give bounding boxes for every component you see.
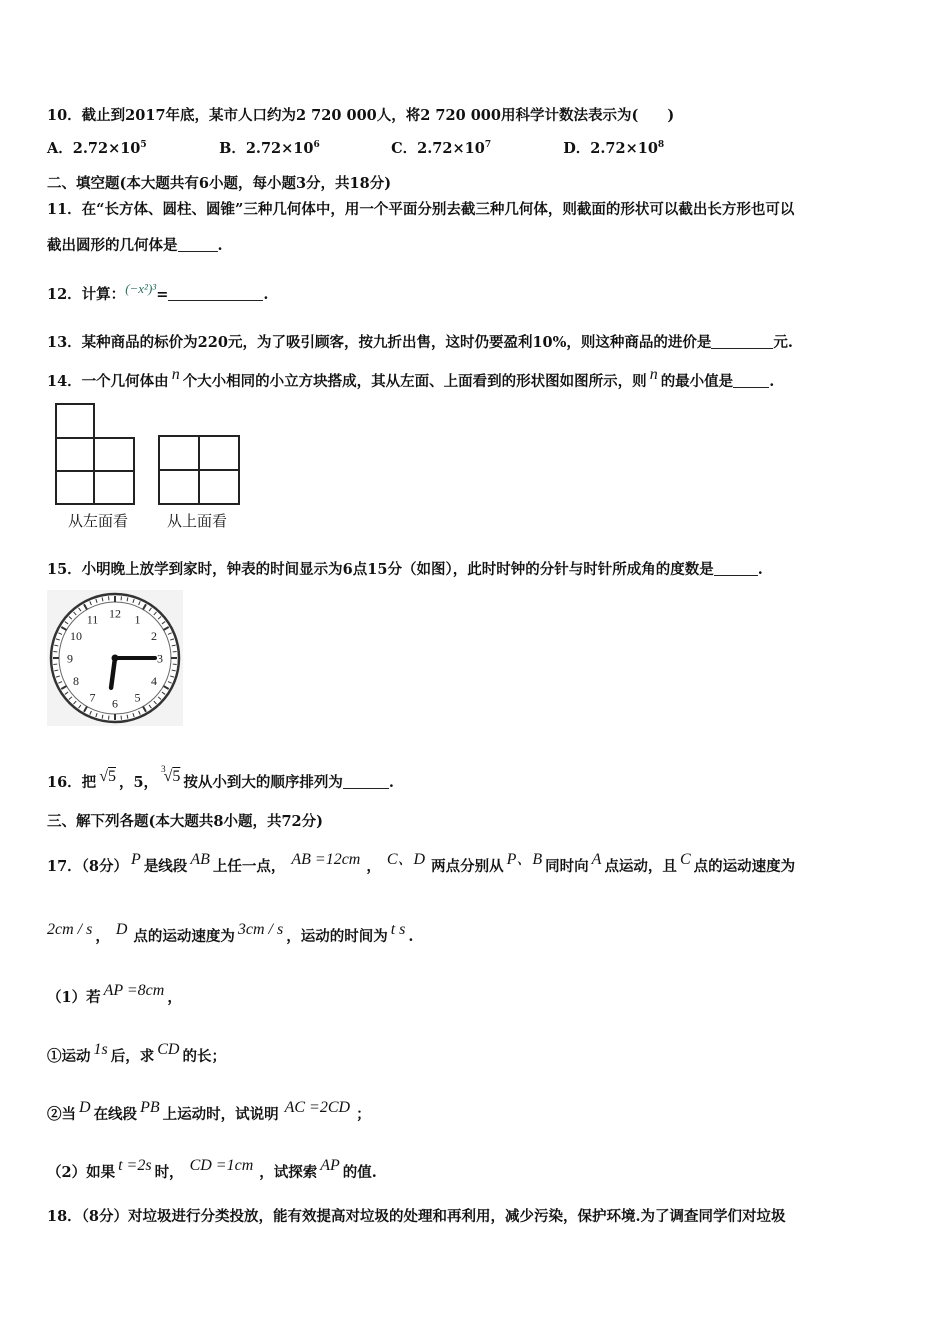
clock-number: 3 bbox=[157, 651, 163, 666]
q17-part2: （2）如果 t =2s 时， CD =1cm ，试探索 AP 的值. bbox=[47, 1157, 377, 1181]
section2-heading: 二、填空题(本大题共有6小题，每小题3分，共18分) bbox=[47, 175, 392, 192]
clock-number: 4 bbox=[150, 674, 157, 688]
q16: 16．把 √5 ，5，$^3$√5 按从小到大的顺序排列为 . bbox=[47, 764, 394, 791]
section3-heading: 三、解下列各题(本大题共8小题，共72分) bbox=[47, 813, 323, 830]
clock-number: 1 bbox=[134, 612, 141, 627]
q11-line2: 截出圆形的几何体是 . bbox=[47, 237, 223, 254]
top-view-figure bbox=[157, 434, 241, 506]
answer-blank[interactable] bbox=[711, 334, 773, 349]
clock-number: 2 bbox=[150, 629, 157, 643]
q17-line2: 2cm / s ， D 点的运动速度为 3cm / s ，运动的时间为 t s . bbox=[47, 921, 414, 945]
q10-stem: 10．截止到2017年底，某市人口约为2 720 000人，将2 720 000用科学计数法表示为( ) bbox=[47, 107, 675, 124]
clock-number: 11 bbox=[86, 612, 99, 627]
q18: 18．（8分）对垃圾进行分类投放，能有效提高对垃圾的处理和再利用，减少污染，保护环境.为了调查同学们对垃圾 bbox=[47, 1208, 786, 1225]
q14: 14．一个几何体由 n 个大小相同的小立方块搭成，其从左面、上面看到的形状图如图所示，则 n 的最小值是 . bbox=[47, 366, 775, 390]
q15: 15．小明晚上放学到家时，钟表的时间显示为6点15分（如图），此时时钟的分针与时针所成角的度数是 . bbox=[47, 561, 763, 578]
answer-blank[interactable] bbox=[178, 237, 218, 252]
answer-blank[interactable] bbox=[733, 373, 769, 388]
q12-expression: (−x²)³ bbox=[125, 281, 157, 296]
answer-blank[interactable] bbox=[343, 774, 389, 789]
clock-number: 9 bbox=[67, 651, 73, 666]
q11-line1: 11．在“长方体、圆柱、圆锥”三种几何体中，用一个平面分别去截三种几何体，则截面的形状可以截出长方形也可以 bbox=[47, 201, 795, 218]
q10-option-d[interactable]: D．$2.72\times 10^8$ bbox=[563, 140, 665, 157]
q10-option-a[interactable]: A．$2.72\times 10^5$ bbox=[47, 140, 147, 157]
q12: 12．计算：(−x²)³= . bbox=[47, 281, 269, 303]
clock-number: 7 bbox=[89, 690, 96, 705]
cbrt-5: $^3$√5 bbox=[161, 764, 181, 785]
q17-line1: 17．（8分） P 是线段 AB 上任一点， AB =12cm ， C、D 两点分别从 P、B 同时向 A 点运动，且 C 点的运动速度为 bbox=[47, 851, 796, 875]
clock-figure bbox=[47, 590, 183, 726]
clock-number: 5 bbox=[134, 690, 141, 705]
q13: 13．某种商品的标价为220元，为了吸引顾客，按九折出售，这时仍要盈利10%，则这种商品的进价是 元. bbox=[47, 334, 793, 351]
sqrt-5: √5 bbox=[99, 768, 116, 785]
q10-option-b[interactable]: B．$2.72\times 10^6$ bbox=[219, 140, 320, 157]
q17-part1-a: ①运动 1s 后，求 CD 的长； bbox=[47, 1041, 226, 1065]
answer-blank[interactable] bbox=[168, 286, 263, 301]
caption-left-view: 从左面看 bbox=[68, 512, 129, 530]
answer-blank[interactable] bbox=[714, 561, 758, 576]
left-view-figure bbox=[54, 402, 140, 506]
caption-top-view: 从上面看 bbox=[167, 512, 228, 530]
clock-number: 10 bbox=[70, 629, 83, 643]
clock-number: 6 bbox=[112, 696, 118, 711]
q10-option-c[interactable]: C．$2.72\times 10^7$ bbox=[391, 140, 492, 157]
q17-part1-b: ②当 D 在线段 PB 上运动时，试说明 AC =2CD ； bbox=[47, 1099, 371, 1123]
q10-options bbox=[47, 137, 730, 158]
q17-part1: （1）若 AP =8cm ， bbox=[47, 982, 182, 1006]
clock-number: 12 bbox=[109, 606, 121, 621]
clock-number: 8 bbox=[73, 674, 80, 688]
